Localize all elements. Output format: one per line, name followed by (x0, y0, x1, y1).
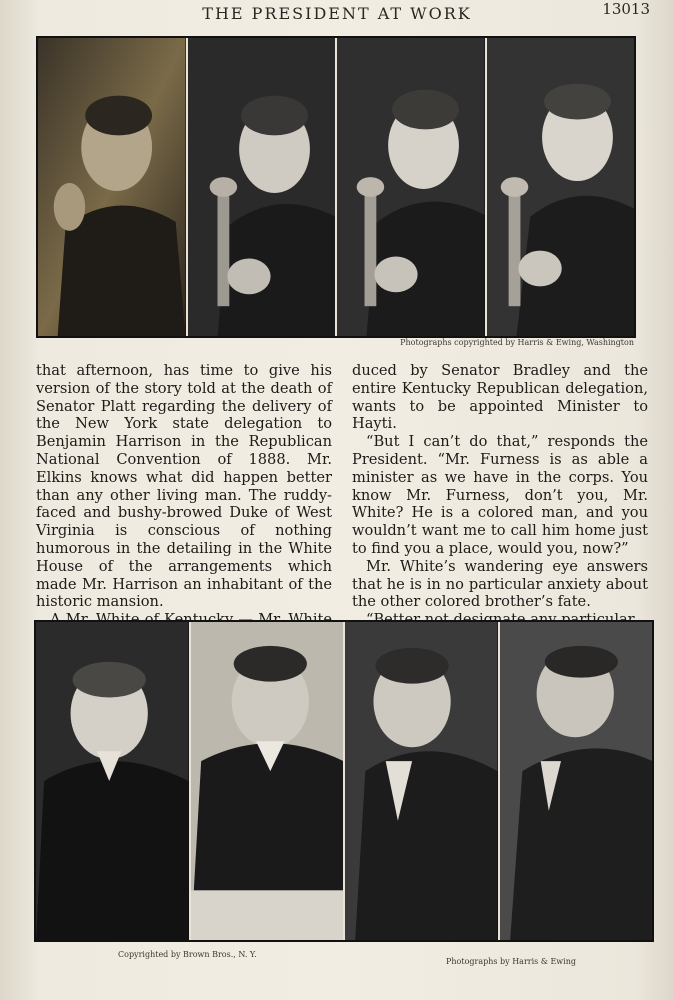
left-column (36, 362, 332, 610)
bottom-right-photo-credit: Photographs by Harris & Ewing (446, 957, 576, 966)
photo-telephone-4 (487, 38, 635, 336)
photo-portrait-1 (36, 622, 191, 940)
right-paragraph-3: Mr. White’s wandering eye answers that he is in no particular anxiety about the other colored brother’s fate. (352, 557, 648, 611)
bottom-left-photo-credit: Copyrighted by Brown Bros., N. Y. (118, 950, 257, 959)
right-column (352, 362, 648, 610)
photo-telephone-3 (337, 38, 487, 336)
right-paragraph-2: “But I can’t do that,” responds the President. “Mr. Furness is as able a minister as we have in the corps. You know Mr. Furness, don’t you, Mr. White? He is a colored man, and you wouldn’t want me to call him home just to find you a place, would you, now?” (352, 433, 648, 557)
photo-telephone-2 (188, 38, 338, 336)
page-number: 13013 (602, 0, 650, 18)
right-paragraph-1: duced by Senator Bradley and the entire Kentucky Republican delegation, wants to be appointed Minister to Hayti. (352, 362, 648, 433)
photo-telephone-1 (38, 38, 188, 336)
photo-portrait-3 (345, 622, 500, 940)
photo-portrait-4 (500, 622, 653, 940)
bottom-photo-strip (34, 620, 654, 942)
article-body (36, 362, 648, 610)
top-photo-credit: Photographs copyrighted by Harris & Ewing, Washington (400, 338, 634, 347)
photo-portrait-2 (191, 622, 346, 940)
left-paragraph-1: that afternoon, has time to give his version of the story told at the death of Senator Platt regarding the delivery of the New York state delegation to Benjamin Harrison in the Republican National Convention of 1888. Mr. Elkins knows what did happen better than any other living man. The ruddy-faced and bushy-browed Duke of West Virginia is conscious of nothing humorous in the detailing in the White House of the arrangements which made Mr. Harrison an inhabitant of the historic mansion. (36, 362, 332, 611)
top-photo-strip (36, 36, 636, 338)
running-head: THE PRESIDENT AT WORK (202, 4, 472, 23)
